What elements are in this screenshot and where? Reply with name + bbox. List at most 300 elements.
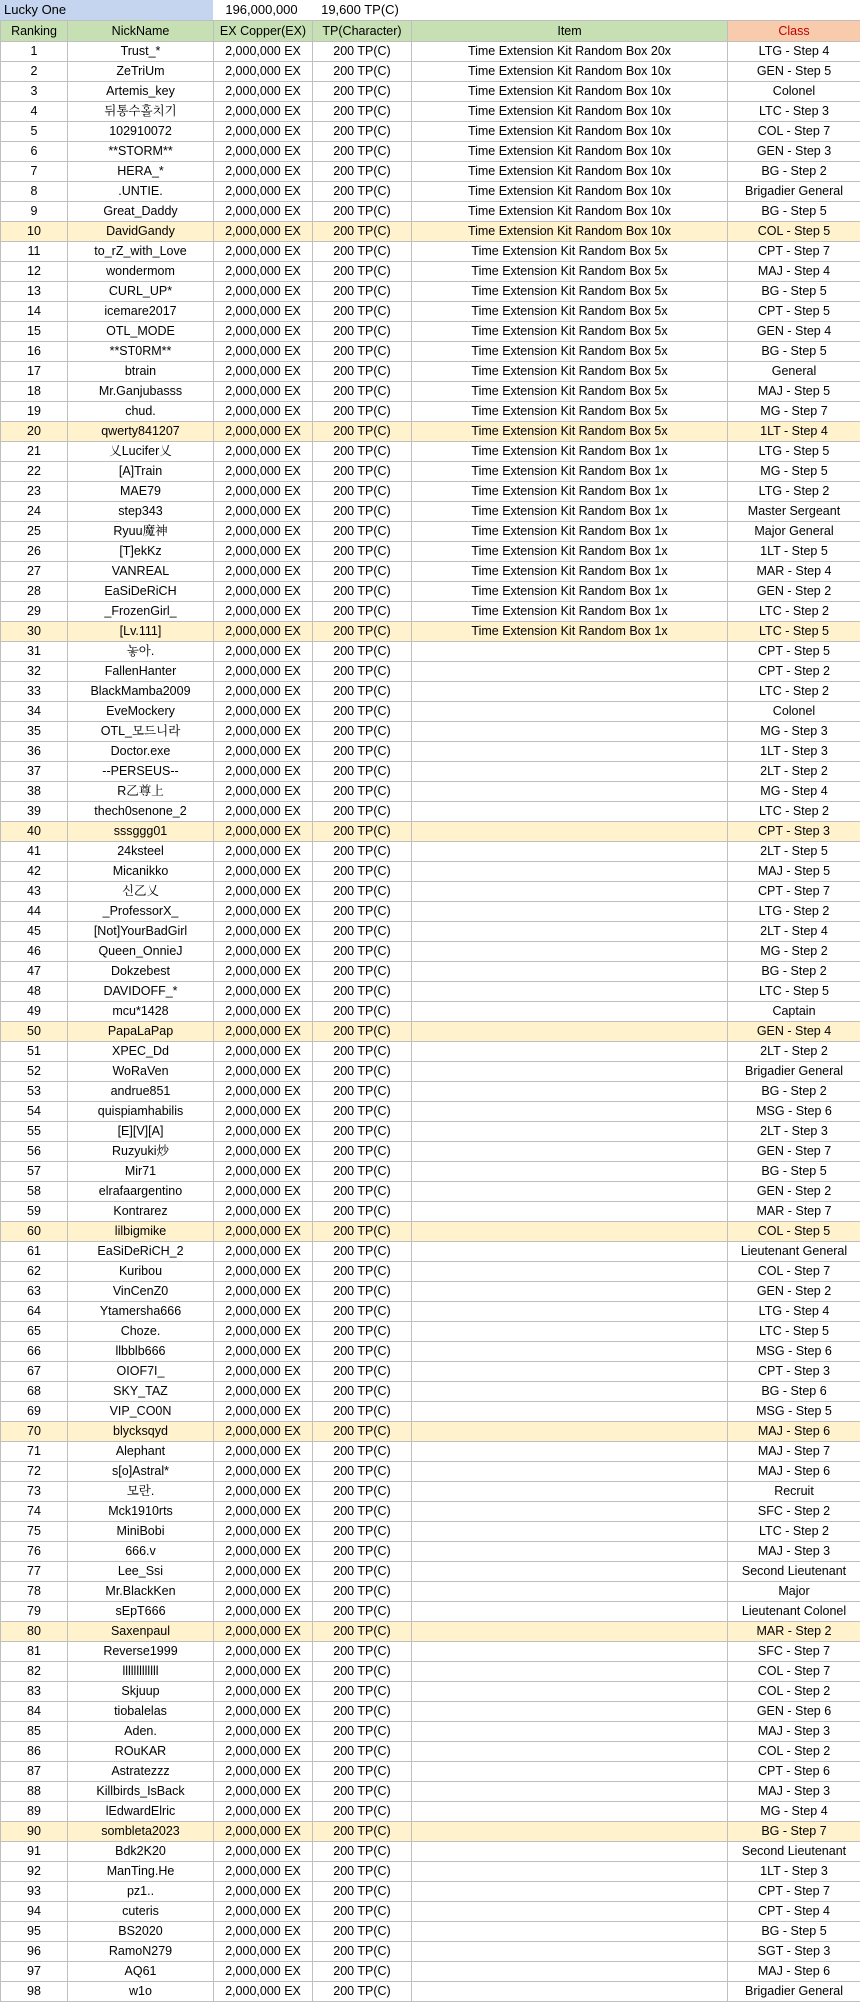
cell-class[interactable]: MAJ - Step 7	[728, 1442, 860, 1462]
cell-nickname[interactable]: Skjuup	[68, 1682, 214, 1702]
cell-tp[interactable]: 200 TP(C)	[313, 1342, 412, 1362]
cell-ex-copper[interactable]: 2,000,000 EX	[214, 1742, 313, 1762]
cell-nickname[interactable]: Doctor.exe	[68, 742, 214, 762]
cell-nickname[interactable]: wondermom	[68, 262, 214, 282]
cell-item[interactable]	[412, 1182, 728, 1202]
cell-tp[interactable]: 200 TP(C)	[313, 182, 412, 202]
cell-tp[interactable]: 200 TP(C)	[313, 1362, 412, 1382]
cell-item[interactable]: Time Extension Kit Random Box 5x	[412, 422, 728, 442]
cell-class[interactable]: 1LT - Step 3	[728, 1862, 860, 1882]
cell-ex-copper[interactable]: 2,000,000 EX	[214, 1542, 313, 1562]
cell-ex-copper[interactable]: 2,000,000 EX	[214, 1642, 313, 1662]
cell-ranking[interactable]: 50	[1, 1022, 68, 1042]
cell-tp[interactable]: 200 TP(C)	[313, 522, 412, 542]
cell-ranking[interactable]: 86	[1, 1742, 68, 1762]
cell-tp[interactable]: 200 TP(C)	[313, 1082, 412, 1102]
cell-item[interactable]: Time Extension Kit Random Box 10x	[412, 62, 728, 82]
cell-ranking[interactable]: 64	[1, 1302, 68, 1322]
cell-nickname[interactable]: step343	[68, 502, 214, 522]
cell-ex-copper[interactable]: 2,000,000 EX	[214, 1122, 313, 1142]
cell-nickname[interactable]: Astratezzz	[68, 1762, 214, 1782]
cell-tp[interactable]: 200 TP(C)	[313, 482, 412, 502]
cell-tp[interactable]: 200 TP(C)	[313, 282, 412, 302]
cell-tp[interactable]: 200 TP(C)	[313, 82, 412, 102]
cell-ex-copper[interactable]: 2,000,000 EX	[214, 1782, 313, 1802]
cell-item[interactable]: Time Extension Kit Random Box 5x	[412, 302, 728, 322]
cell-nickname[interactable]: Ytamersha666	[68, 1302, 214, 1322]
cell-ex-copper[interactable]: 2,000,000 EX	[214, 1942, 313, 1962]
cell-class[interactable]: MAR - Step 4	[728, 562, 860, 582]
cell-class[interactable]: BG - Step 5	[728, 282, 860, 302]
cell-class[interactable]: SGT - Step 3	[728, 1942, 860, 1962]
cell-nickname[interactable]: BlackMamba2009	[68, 682, 214, 702]
cell-tp[interactable]: 200 TP(C)	[313, 402, 412, 422]
cell-tp[interactable]: 200 TP(C)	[313, 1742, 412, 1762]
cell-ranking[interactable]: 98	[1, 1982, 68, 2002]
cell-tp[interactable]: 200 TP(C)	[313, 562, 412, 582]
cell-ranking[interactable]: 58	[1, 1182, 68, 1202]
cell-item[interactable]	[412, 1982, 728, 2002]
cell-ex-copper[interactable]: 2,000,000 EX	[214, 482, 313, 502]
cell-ranking[interactable]: 24	[1, 502, 68, 522]
cell-item[interactable]	[412, 782, 728, 802]
cell-class[interactable]: MG - Step 4	[728, 782, 860, 802]
cell-nickname[interactable]: mcu*1428	[68, 1002, 214, 1022]
cell-nickname[interactable]: HERA_*	[68, 162, 214, 182]
cell-nickname[interactable]: 신乙乂	[68, 882, 214, 902]
cell-class[interactable]: MG - Step 3	[728, 722, 860, 742]
cell-ranking[interactable]: 57	[1, 1162, 68, 1182]
cell-ex-copper[interactable]: 2,000,000 EX	[214, 842, 313, 862]
cell-nickname[interactable]: 乂Lucifer乂	[68, 442, 214, 462]
cell-nickname[interactable]: VIP_CO0N	[68, 1402, 214, 1422]
cell-tp[interactable]: 200 TP(C)	[313, 1542, 412, 1562]
cell-ranking[interactable]: 93	[1, 1882, 68, 1902]
cell-nickname[interactable]: WoRaVen	[68, 1062, 214, 1082]
cell-nickname[interactable]: Saxenpaul	[68, 1622, 214, 1642]
cell-ranking[interactable]: 16	[1, 342, 68, 362]
cell-nickname[interactable]: cuteris	[68, 1902, 214, 1922]
cell-tp[interactable]: 200 TP(C)	[313, 1202, 412, 1222]
cell-nickname[interactable]: OTL_모드니라	[68, 722, 214, 742]
cell-nickname[interactable]: --PERSEUS--	[68, 762, 214, 782]
cell-tp[interactable]: 200 TP(C)	[313, 1782, 412, 1802]
cell-class[interactable]: GEN - Step 6	[728, 1702, 860, 1722]
cell-tp[interactable]: 200 TP(C)	[313, 422, 412, 442]
header-item[interactable]: Item	[412, 21, 728, 42]
summary-label-cell[interactable]: Lucky One	[0, 0, 213, 20]
cell-nickname[interactable]: **STORM**	[68, 142, 214, 162]
cell-ex-copper[interactable]: 2,000,000 EX	[214, 902, 313, 922]
cell-class[interactable]: BG - Step 2	[728, 1082, 860, 1102]
cell-tp[interactable]: 200 TP(C)	[313, 982, 412, 1002]
cell-ex-copper[interactable]: 2,000,000 EX	[214, 1182, 313, 1202]
cell-nickname[interactable]: chud.	[68, 402, 214, 422]
cell-class[interactable]: MSG - Step 5	[728, 1402, 860, 1422]
cell-nickname[interactable]: Micanikko	[68, 862, 214, 882]
cell-item[interactable]	[412, 1462, 728, 1482]
cell-class[interactable]: Captain	[728, 1002, 860, 1022]
cell-class[interactable]: LTG - Step 4	[728, 1302, 860, 1322]
cell-class[interactable]: LTC - Step 3	[728, 102, 860, 122]
cell-class[interactable]: MAJ - Step 4	[728, 262, 860, 282]
cell-item[interactable]	[412, 1942, 728, 1962]
cell-nickname[interactable]: Killbirds_IsBack	[68, 1782, 214, 1802]
header-class[interactable]: Class	[728, 21, 860, 42]
cell-ranking[interactable]: 90	[1, 1822, 68, 1842]
cell-tp[interactable]: 200 TP(C)	[313, 1282, 412, 1302]
cell-nickname[interactable]: Dokzebest	[68, 962, 214, 982]
cell-nickname[interactable]: [T]ekKz	[68, 542, 214, 562]
cell-ranking[interactable]: 95	[1, 1922, 68, 1942]
cell-class[interactable]: LTC - Step 5	[728, 982, 860, 1002]
cell-class[interactable]: Master Sergeant	[728, 502, 860, 522]
cell-ranking[interactable]: 89	[1, 1802, 68, 1822]
cell-ex-copper[interactable]: 2,000,000 EX	[214, 302, 313, 322]
cell-class[interactable]: BG - Step 2	[728, 162, 860, 182]
cell-item[interactable]	[412, 1522, 728, 1542]
cell-class[interactable]: LTC - Step 2	[728, 602, 860, 622]
cell-item[interactable]	[412, 1222, 728, 1242]
cell-nickname[interactable]: Ryuu魔神	[68, 522, 214, 542]
cell-class[interactable]: Brigadier General	[728, 1982, 860, 2002]
cell-ranking[interactable]: 8	[1, 182, 68, 202]
cell-ranking[interactable]: 3	[1, 82, 68, 102]
cell-nickname[interactable]: MiniBobi	[68, 1522, 214, 1542]
cell-item[interactable]: Time Extension Kit Random Box 10x	[412, 122, 728, 142]
cell-tp[interactable]: 200 TP(C)	[313, 1042, 412, 1062]
cell-item[interactable]	[412, 1242, 728, 1262]
cell-ex-copper[interactable]: 2,000,000 EX	[214, 802, 313, 822]
cell-class[interactable]: 1LT - Step 4	[728, 422, 860, 442]
cell-nickname[interactable]: 24ksteel	[68, 842, 214, 862]
cell-ranking[interactable]: 43	[1, 882, 68, 902]
cell-ranking[interactable]: 37	[1, 762, 68, 782]
cell-nickname[interactable]: Mck1910rts	[68, 1502, 214, 1522]
cell-ex-copper[interactable]: 2,000,000 EX	[214, 102, 313, 122]
cell-item[interactable]: Time Extension Kit Random Box 10x	[412, 222, 728, 242]
cell-ranking[interactable]: 6	[1, 142, 68, 162]
cell-ex-copper[interactable]: 2,000,000 EX	[214, 642, 313, 662]
cell-ex-copper[interactable]: 2,000,000 EX	[214, 422, 313, 442]
cell-ranking[interactable]: 52	[1, 1062, 68, 1082]
cell-ranking[interactable]: 5	[1, 122, 68, 142]
cell-ex-copper[interactable]: 2,000,000 EX	[214, 1982, 313, 2002]
cell-ex-copper[interactable]: 2,000,000 EX	[214, 982, 313, 1002]
cell-nickname[interactable]: elrafaargentino	[68, 1182, 214, 1202]
cell-ranking[interactable]: 73	[1, 1482, 68, 1502]
cell-ex-copper[interactable]: 2,000,000 EX	[214, 1302, 313, 1322]
cell-item[interactable]: Time Extension Kit Random Box 1x	[412, 462, 728, 482]
cell-ranking[interactable]: 80	[1, 1622, 68, 1642]
cell-class[interactable]: LTG - Step 4	[728, 42, 860, 62]
cell-class[interactable]: MAJ - Step 5	[728, 862, 860, 882]
cell-ranking[interactable]: 18	[1, 382, 68, 402]
cell-ranking[interactable]: 33	[1, 682, 68, 702]
cell-ex-copper[interactable]: 2,000,000 EX	[214, 1602, 313, 1622]
cell-nickname[interactable]: ZeTriUm	[68, 62, 214, 82]
cell-nickname[interactable]: [Lv.111]	[68, 622, 214, 642]
cell-class[interactable]: GEN - Step 4	[728, 1022, 860, 1042]
cell-tp[interactable]: 200 TP(C)	[313, 842, 412, 862]
cell-ranking[interactable]: 59	[1, 1202, 68, 1222]
cell-item[interactable]: Time Extension Kit Random Box 1x	[412, 522, 728, 542]
cell-ranking[interactable]: 30	[1, 622, 68, 642]
cell-nickname[interactable]: SKY_TAZ	[68, 1382, 214, 1402]
cell-class[interactable]: LTC - Step 2	[728, 802, 860, 822]
cell-item[interactable]	[412, 902, 728, 922]
cell-item[interactable]	[412, 1662, 728, 1682]
cell-tp[interactable]: 200 TP(C)	[313, 1382, 412, 1402]
cell-class[interactable]: Lieutenant General	[728, 1242, 860, 1262]
cell-tp[interactable]: 200 TP(C)	[313, 1062, 412, 1082]
cell-ex-copper[interactable]: 2,000,000 EX	[214, 1562, 313, 1582]
cell-nickname[interactable]: MAE79	[68, 482, 214, 502]
cell-nickname[interactable]: BS2020	[68, 1922, 214, 1942]
cell-ex-copper[interactable]: 2,000,000 EX	[214, 462, 313, 482]
cell-tp[interactable]: 200 TP(C)	[313, 142, 412, 162]
cell-item[interactable]	[412, 1962, 728, 1982]
cell-ex-copper[interactable]: 2,000,000 EX	[214, 942, 313, 962]
cell-ex-copper[interactable]: 2,000,000 EX	[214, 1082, 313, 1102]
cell-item[interactable]: Time Extension Kit Random Box 10x	[412, 82, 728, 102]
cell-class[interactable]: MAJ - Step 5	[728, 382, 860, 402]
cell-class[interactable]: GEN - Step 7	[728, 1142, 860, 1162]
cell-ranking[interactable]: 71	[1, 1442, 68, 1462]
cell-tp[interactable]: 200 TP(C)	[313, 1262, 412, 1282]
cell-item[interactable]	[412, 1362, 728, 1382]
cell-ex-copper[interactable]: 2,000,000 EX	[214, 1022, 313, 1042]
cell-ranking[interactable]: 34	[1, 702, 68, 722]
cell-nickname[interactable]: OIOF7I_	[68, 1362, 214, 1382]
cell-item[interactable]	[412, 662, 728, 682]
cell-class[interactable]: LTG - Step 5	[728, 442, 860, 462]
cell-class[interactable]: MG - Step 2	[728, 942, 860, 962]
cell-ranking[interactable]: 28	[1, 582, 68, 602]
cell-nickname[interactable]: ManTing.He	[68, 1862, 214, 1882]
cell-ranking[interactable]: 92	[1, 1862, 68, 1882]
cell-class[interactable]: BG - Step 6	[728, 1382, 860, 1402]
cell-item[interactable]	[412, 1762, 728, 1782]
cell-ex-copper[interactable]: 2,000,000 EX	[214, 1042, 313, 1062]
cell-item[interactable]: Time Extension Kit Random Box 1x	[412, 602, 728, 622]
cell-ex-copper[interactable]: 2,000,000 EX	[214, 962, 313, 982]
cell-item[interactable]	[412, 1922, 728, 1942]
cell-nickname[interactable]: 놓아.	[68, 642, 214, 662]
cell-nickname[interactable]: blycksqyd	[68, 1422, 214, 1442]
cell-class[interactable]: CPT - Step 7	[728, 882, 860, 902]
cell-class[interactable]: General	[728, 362, 860, 382]
cell-tp[interactable]: 200 TP(C)	[313, 662, 412, 682]
cell-item[interactable]	[412, 1002, 728, 1022]
cell-class[interactable]: COL - Step 7	[728, 1262, 860, 1282]
cell-nickname[interactable]: VinCenZ0	[68, 1282, 214, 1302]
cell-ranking[interactable]: 79	[1, 1602, 68, 1622]
cell-item[interactable]	[412, 1402, 728, 1422]
cell-tp[interactable]: 200 TP(C)	[313, 62, 412, 82]
cell-tp[interactable]: 200 TP(C)	[313, 1182, 412, 1202]
cell-ranking[interactable]: 82	[1, 1662, 68, 1682]
cell-class[interactable]: CPT - Step 4	[728, 1902, 860, 1922]
cell-nickname[interactable]: 뒤통수홀치기	[68, 102, 214, 122]
cell-ranking[interactable]: 72	[1, 1462, 68, 1482]
cell-nickname[interactable]: RamoN279	[68, 1942, 214, 1962]
cell-tp[interactable]: 200 TP(C)	[313, 642, 412, 662]
cell-tp[interactable]: 200 TP(C)	[313, 1882, 412, 1902]
cell-ranking[interactable]: 1	[1, 42, 68, 62]
cell-item[interactable]	[412, 1302, 728, 1322]
cell-ranking[interactable]: 29	[1, 602, 68, 622]
cell-tp[interactable]: 200 TP(C)	[313, 1122, 412, 1142]
cell-class[interactable]: MAJ - Step 6	[728, 1962, 860, 1982]
cell-tp[interactable]: 200 TP(C)	[313, 1402, 412, 1422]
cell-nickname[interactable]: EaSiDeRiCH_2	[68, 1242, 214, 1262]
cell-item[interactable]	[412, 1042, 728, 1062]
cell-nickname[interactable]: DAVIDOFF_*	[68, 982, 214, 1002]
cell-ex-copper[interactable]: 2,000,000 EX	[214, 1582, 313, 1602]
cell-ranking[interactable]: 69	[1, 1402, 68, 1422]
cell-tp[interactable]: 200 TP(C)	[313, 962, 412, 982]
cell-item[interactable]: Time Extension Kit Random Box 1x	[412, 502, 728, 522]
cell-nickname[interactable]: PapaLaPap	[68, 1022, 214, 1042]
cell-item[interactable]	[412, 1202, 728, 1222]
cell-class[interactable]: MAJ - Step 3	[728, 1782, 860, 1802]
cell-nickname[interactable]: Kuribou	[68, 1262, 214, 1282]
cell-tp[interactable]: 200 TP(C)	[313, 1522, 412, 1542]
cell-ranking[interactable]: 17	[1, 362, 68, 382]
cell-class[interactable]: COL - Step 7	[728, 122, 860, 142]
cell-item[interactable]: Time Extension Kit Random Box 10x	[412, 202, 728, 222]
cell-item[interactable]	[412, 1142, 728, 1162]
cell-ex-copper[interactable]: 2,000,000 EX	[214, 1222, 313, 1242]
cell-nickname[interactable]: _ProfessorX_	[68, 902, 214, 922]
cell-nickname[interactable]: Ruzyuki炒	[68, 1142, 214, 1162]
cell-nickname[interactable]: Artemis_key	[68, 82, 214, 102]
cell-tp[interactable]: 200 TP(C)	[313, 502, 412, 522]
cell-ex-copper[interactable]: 2,000,000 EX	[214, 262, 313, 282]
cell-item[interactable]	[412, 642, 728, 662]
cell-ranking[interactable]: 81	[1, 1642, 68, 1662]
cell-nickname[interactable]: thech0senone_2	[68, 802, 214, 822]
cell-nickname[interactable]: 666.v	[68, 1542, 214, 1562]
cell-item[interactable]: Time Extension Kit Random Box 1x	[412, 442, 728, 462]
cell-item[interactable]: Time Extension Kit Random Box 5x	[412, 402, 728, 422]
cell-class[interactable]: Second Lieutenant	[728, 1842, 860, 1862]
summary-total-tp-cell[interactable]: 19,600 TP(C)	[321, 2, 399, 17]
cell-ranking[interactable]: 77	[1, 1562, 68, 1582]
cell-ranking[interactable]: 7	[1, 162, 68, 182]
cell-ex-copper[interactable]: 2,000,000 EX	[214, 1962, 313, 1982]
cell-tp[interactable]: 200 TP(C)	[313, 1022, 412, 1042]
cell-ex-copper[interactable]: 2,000,000 EX	[214, 1202, 313, 1222]
cell-tp[interactable]: 200 TP(C)	[313, 1302, 412, 1322]
cell-ranking[interactable]: 13	[1, 282, 68, 302]
cell-tp[interactable]: 200 TP(C)	[313, 1662, 412, 1682]
cell-ranking[interactable]: 87	[1, 1762, 68, 1782]
header-ranking[interactable]: Ranking	[1, 21, 68, 42]
cell-ex-copper[interactable]: 2,000,000 EX	[214, 882, 313, 902]
cell-tp[interactable]: 200 TP(C)	[313, 802, 412, 822]
cell-class[interactable]: CPT - Step 7	[728, 242, 860, 262]
cell-class[interactable]: GEN - Step 2	[728, 582, 860, 602]
cell-class[interactable]: BG - Step 5	[728, 202, 860, 222]
cell-ranking[interactable]: 49	[1, 1002, 68, 1022]
cell-item[interactable]: Time Extension Kit Random Box 1x	[412, 542, 728, 562]
cell-class[interactable]: BG - Step 5	[728, 1162, 860, 1182]
cell-item[interactable]: Time Extension Kit Random Box 10x	[412, 102, 728, 122]
cell-ranking[interactable]: 19	[1, 402, 68, 422]
cell-nickname[interactable]: Bdk2K20	[68, 1842, 214, 1862]
cell-tp[interactable]: 200 TP(C)	[313, 242, 412, 262]
cell-ex-copper[interactable]: 2,000,000 EX	[214, 122, 313, 142]
cell-nickname[interactable]: FallenHanter	[68, 662, 214, 682]
cell-class[interactable]: LTC - Step 5	[728, 622, 860, 642]
cell-class[interactable]: COL - Step 2	[728, 1742, 860, 1762]
cell-class[interactable]: MSG - Step 6	[728, 1102, 860, 1122]
cell-class[interactable]: GEN - Step 3	[728, 142, 860, 162]
cell-item[interactable]: Time Extension Kit Random Box 1x	[412, 582, 728, 602]
cell-ex-copper[interactable]: 2,000,000 EX	[214, 722, 313, 742]
cell-ranking[interactable]: 63	[1, 1282, 68, 1302]
cell-item[interactable]	[412, 942, 728, 962]
cell-nickname[interactable]: Reverse1999	[68, 1642, 214, 1662]
cell-class[interactable]: GEN - Step 4	[728, 322, 860, 342]
cell-ex-copper[interactable]: 2,000,000 EX	[214, 1682, 313, 1702]
cell-tp[interactable]: 200 TP(C)	[313, 1982, 412, 2002]
cell-ex-copper[interactable]: 2,000,000 EX	[214, 1662, 313, 1682]
cell-ex-copper[interactable]: 2,000,000 EX	[214, 1002, 313, 1022]
cell-class[interactable]: Lieutenant Colonel	[728, 1602, 860, 1622]
cell-tp[interactable]: 200 TP(C)	[313, 1762, 412, 1782]
cell-ex-copper[interactable]: 2,000,000 EX	[214, 582, 313, 602]
cell-class[interactable]: SFC - Step 2	[728, 1502, 860, 1522]
cell-ranking[interactable]: 60	[1, 1222, 68, 1242]
cell-tp[interactable]: 200 TP(C)	[313, 1002, 412, 1022]
cell-item[interactable]	[412, 1062, 728, 1082]
cell-ex-copper[interactable]: 2,000,000 EX	[214, 402, 313, 422]
cell-tp[interactable]: 200 TP(C)	[313, 942, 412, 962]
cell-item[interactable]	[412, 722, 728, 742]
cell-item[interactable]	[412, 1822, 728, 1842]
cell-tp[interactable]: 200 TP(C)	[313, 1862, 412, 1882]
cell-nickname[interactable]: lEdwardElric	[68, 1802, 214, 1822]
cell-ranking[interactable]: 48	[1, 982, 68, 1002]
cell-ranking[interactable]: 20	[1, 422, 68, 442]
cell-class[interactable]: MG - Step 5	[728, 462, 860, 482]
cell-nickname[interactable]: llbblb666	[68, 1342, 214, 1362]
cell-item[interactable]: Time Extension Kit Random Box 1x	[412, 562, 728, 582]
cell-item[interactable]	[412, 1162, 728, 1182]
cell-class[interactable]: 2LT - Step 3	[728, 1122, 860, 1142]
cell-class[interactable]: SFC - Step 7	[728, 1642, 860, 1662]
cell-nickname[interactable]: s[o]Astral*	[68, 1462, 214, 1482]
cell-tp[interactable]: 200 TP(C)	[313, 742, 412, 762]
cell-nickname[interactable]: 모란.	[68, 1482, 214, 1502]
cell-nickname[interactable]: Queen_OnnieJ	[68, 942, 214, 962]
cell-tp[interactable]: 200 TP(C)	[313, 622, 412, 642]
header-ex-copper[interactable]: EX Copper(EX)	[214, 21, 313, 42]
cell-ranking[interactable]: 76	[1, 1542, 68, 1562]
cell-nickname[interactable]: pz1..	[68, 1882, 214, 1902]
cell-ranking[interactable]: 78	[1, 1582, 68, 1602]
cell-ex-copper[interactable]: 2,000,000 EX	[214, 1522, 313, 1542]
cell-ranking[interactable]: 36	[1, 742, 68, 762]
cell-ex-copper[interactable]: 2,000,000 EX	[214, 662, 313, 682]
cell-ranking[interactable]: 61	[1, 1242, 68, 1262]
cell-class[interactable]: CPT - Step 3	[728, 1362, 860, 1382]
cell-ex-copper[interactable]: 2,000,000 EX	[214, 562, 313, 582]
cell-ranking[interactable]: 25	[1, 522, 68, 542]
